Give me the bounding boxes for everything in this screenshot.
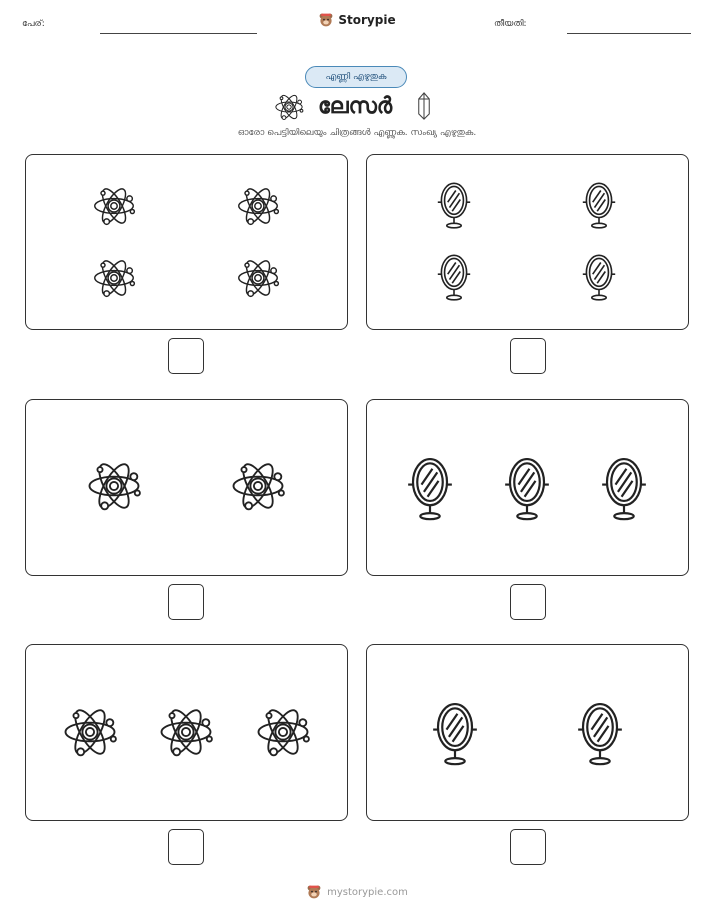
mirror-icon <box>436 250 472 302</box>
atom-icon <box>230 458 286 514</box>
storypie-bear-icon <box>318 12 334 28</box>
mirror-icon <box>502 453 552 521</box>
answer-box-2[interactable] <box>510 338 546 374</box>
date-label: തീയതി: <box>494 19 527 29</box>
count-card-2 <box>366 154 689 330</box>
atom-icon <box>86 458 142 514</box>
atom-icon <box>92 184 136 228</box>
brand-logo <box>0 12 714 28</box>
instruction-text: ഓരോ പെട്ടിയിലെയും ചിത്രങ്ങൾ എണ്ണുക. സംഖ്യ എഴുതുക. <box>237 128 477 138</box>
page-title: ലേസർ <box>318 94 393 119</box>
answer-box-3[interactable] <box>168 584 204 620</box>
atom-icon <box>255 704 311 760</box>
atom-icon <box>236 256 280 300</box>
mirror-icon <box>405 453 455 521</box>
atom-icon <box>236 184 280 228</box>
title-row <box>0 90 714 124</box>
atom-icon <box>92 256 136 300</box>
date-field[interactable] <box>567 33 691 34</box>
mirror-icon <box>581 178 617 230</box>
activity-badge: എണ്ണി എഴുതുക <box>305 66 407 88</box>
storypie-bear-icon <box>306 884 322 900</box>
footer <box>0 884 714 900</box>
answer-box-6[interactable] <box>510 829 546 865</box>
mirror-icon <box>436 178 472 230</box>
mirror-icon <box>575 698 625 766</box>
crystal-icon <box>417 90 431 122</box>
brand-name: Storypie <box>338 13 396 27</box>
mirror-icon <box>599 453 649 521</box>
answer-box-1[interactable] <box>168 338 204 374</box>
name-field[interactable] <box>100 33 257 34</box>
name-label: പേര്: <box>22 19 45 29</box>
atom-icon <box>62 704 118 760</box>
answer-box-4[interactable] <box>510 584 546 620</box>
footer-url[interactable]: mystorypie.com <box>327 886 408 898</box>
answer-box-5[interactable] <box>168 829 204 865</box>
count-card-1 <box>25 154 348 330</box>
mirror-icon <box>430 698 480 766</box>
mirror-icon <box>581 250 617 302</box>
atom-icon <box>274 92 304 122</box>
atom-icon <box>158 704 214 760</box>
count-card-6 <box>366 644 689 821</box>
count-card-3 <box>25 399 348 576</box>
